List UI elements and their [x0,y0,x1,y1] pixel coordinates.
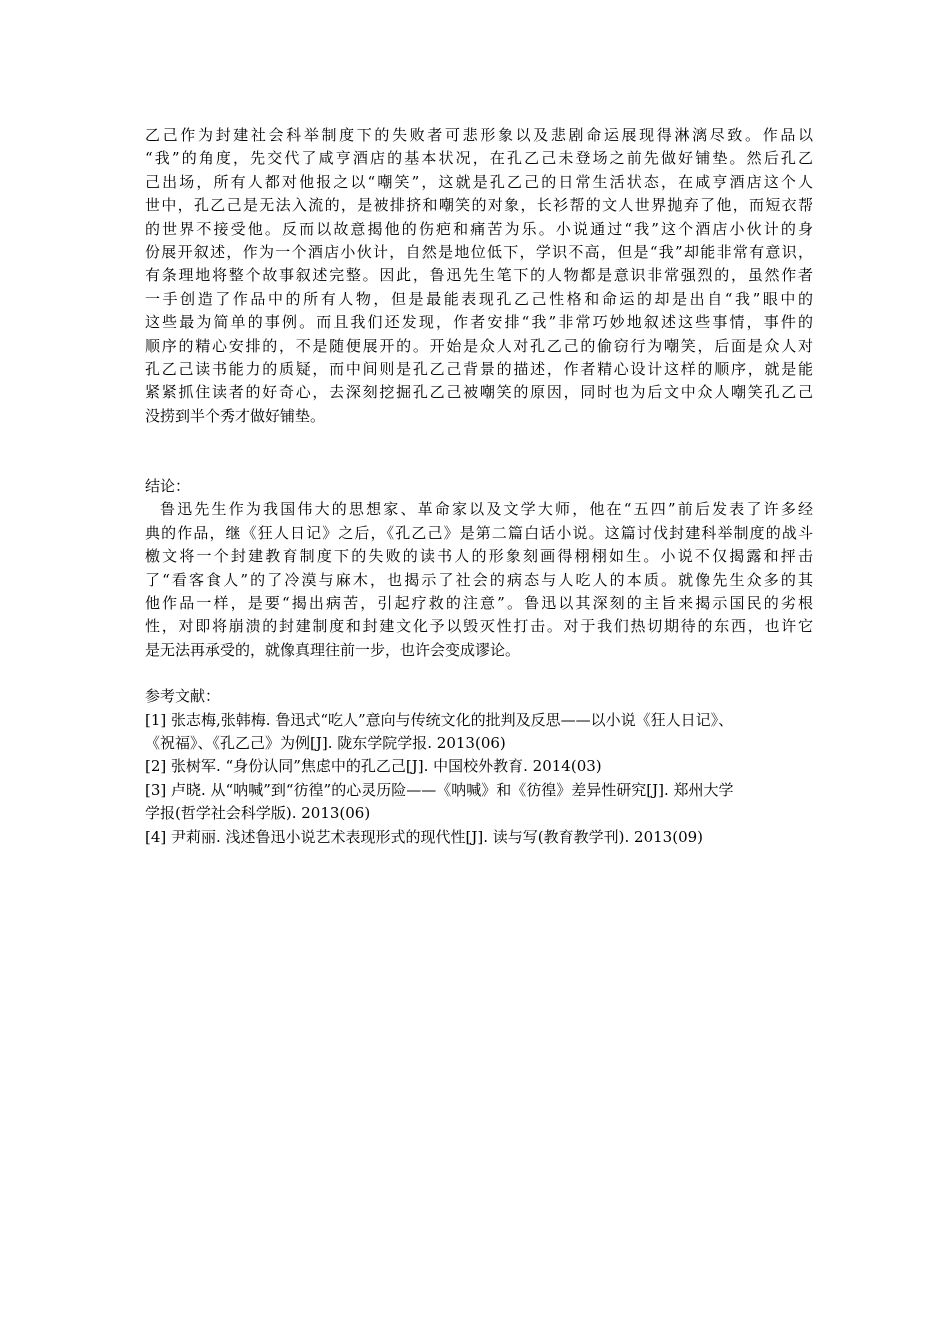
reference-line: [1] 张志梅,张韩梅. 鲁迅式“吃人”意向与传统文化的批判及反思——以小说《狂人日记》、 [145,710,734,729]
reference-item [145,755,813,778]
references-heading: 参考文献： [145,687,221,706]
conclusion-line: 是无法再承受的，就像真理往前一步，也许会变成谬论。 [145,640,521,659]
conclusion-heading: 结论： [145,477,191,496]
conclusion-line: 鲁迅先生作为我国伟大的思想家、革命家以及文学大师，他在“五四”前后发表了许多经 [160,500,813,519]
body-line: 己出场，所有人都对他报之以“嘲笑”，这就是孔乙己的日常生活状态，在咸亨酒店这个人 [145,172,813,191]
body-paragraph [145,124,813,428]
reference-item [145,779,813,826]
body-line: 份展开叙述，作为一个酒店小伙计，自然是地位低下，学识不高，但是“我”却能非常有意识， [145,242,813,261]
references-section [145,685,813,849]
body-line: “我”的角度，先交代了咸亨酒店的基本状况，在孔乙己未登场之前先做好铺垫。然后孔乙 [145,149,813,168]
conclusion-line: 了“看客食人”的了冷漠与麻木，也揭示了社会的病态与人吃人的本质。就像先生众多的其 [145,570,813,589]
body-line: 紧紧抓住读者的好奇心，去深刻挖掘孔乙己被嘲笑的原因，同时也为后文中众人嘲笑孔乙己 [145,383,813,402]
body-line: 世中，孔乙己是无法入流的，是被排挤和嘲笑的对象，长衫帮的文人世界抛弃了他，而短衣帮 [145,196,813,215]
conclusion-section [145,475,813,662]
document-page [145,124,813,849]
body-line: 没捞到半个秀才做好铺垫。 [145,406,326,425]
body-line: 顺序的精心安排的，不是随便展开的。开始是众人对孔乙己的偷窃行为嘲笑，后面是众人对 [145,336,813,355]
reference-line: 学报(哲学社会科学版). 2013(06) [145,804,371,823]
body-line: 这些最为简单的事例。而且我们还发现，作者安排“我”非常巧妙地叙述这些事情，事件的 [145,313,813,332]
reference-line: [2] 张树军. “身份认同”焦虑中的孔乙己[J]. 中国校外教育. 2014(03) [145,757,602,776]
body-line: 孔乙己读书能力的质疑，而中间则是孔乙己背景的描述，作者精心设计这样的顺序，就是能 [145,359,813,378]
reference-item [145,826,813,849]
section-spacer [145,662,813,685]
conclusion-line: 典的作品，继《狂人日记》之后，《孔乙己》是第二篇白话小说。这篇讨伐封建科举制度的战斗 [145,523,813,542]
conclusion-line: 檄文将一个封建教育制度下的失败的读书人的形象刻画得栩栩如生。小说不仅揭露和抨击 [145,547,813,566]
body-line: 有条理地将整个故事叙述完整。因此，鲁迅先生笔下的人物都是意识非常强烈的，虽然作者 [145,266,813,285]
reference-item [145,709,813,756]
conclusion-line: 他作品一样，是要“揭出病苦，引起疗救的注意”。鲁迅以其深刻的主旨来揭示国民的劣根 [145,594,813,613]
section-spacer [145,428,813,475]
reference-line: [4] 尹莉丽. 浅述鲁迅小说艺术表现形式的现代性[J]. 读与写(教育教学刊). 2013(09) [145,827,704,846]
body-line: 的世界不接受他。反而以故意揭他的伤疤和痛苦为乐。小说通过“我”这个酒店小伙计的身 [145,219,813,238]
reference-line: 《祝福》、《孔乙己》为例[J]. 陇东学院学报. 2013(06) [145,734,506,752]
body-line: 乙己作为封建社会科举制度下的失败者可悲形象以及悲剧命运展现得淋漓尽致。作品以 [145,126,813,144]
body-line: 一手创造了作品中的所有人物，但是最能表现孔乙己性格和命运的却是出自“我”眼中的 [145,289,813,308]
conclusion-line: 性，对即将崩溃的封建制度和封建文化予以毁灭性打击。对于我们热切期待的东西，也许它 [145,617,813,636]
reference-line: [3] 卢晓. 从“呐喊”到“彷徨”的心灵历险——《呐喊》和《彷徨》差异性研究[J]. 郑州大学 [145,780,734,799]
